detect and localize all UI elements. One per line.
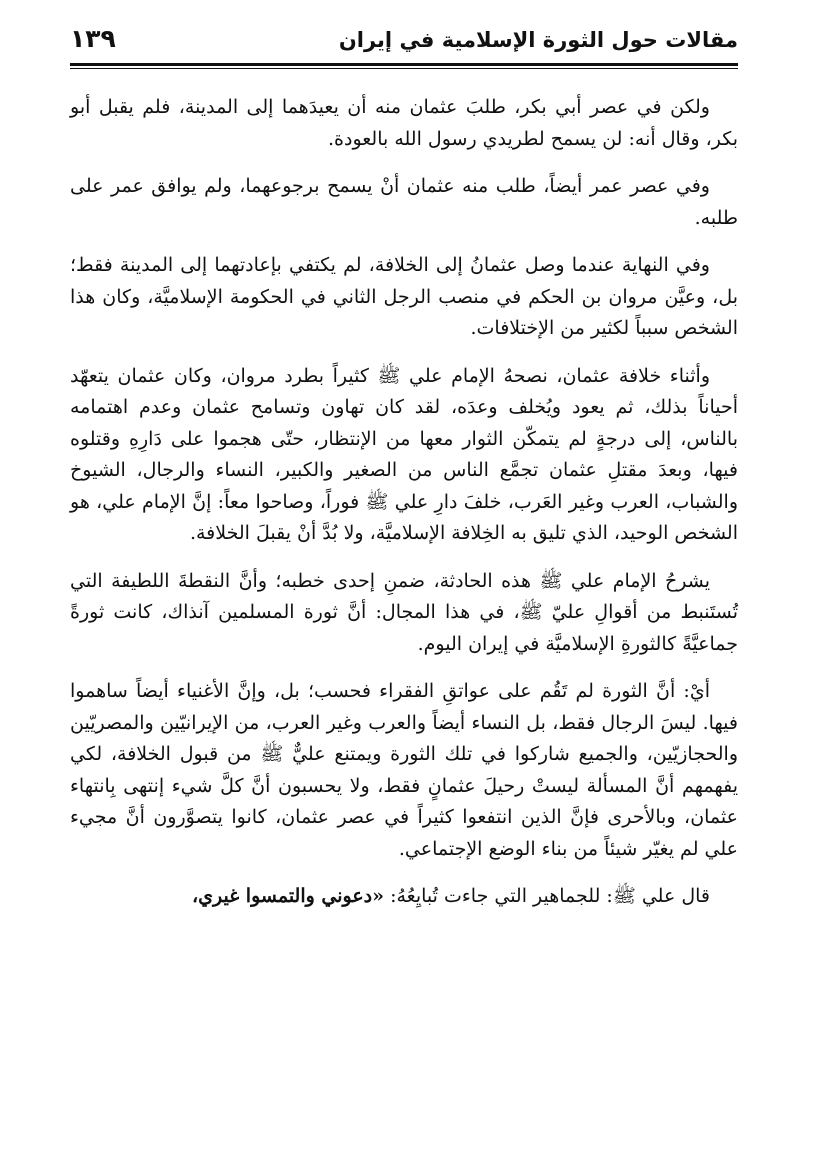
header-rule-thin: [70, 68, 738, 69]
quote-line: [70, 881, 738, 913]
paragraph: ولكن في عصر أبي بكر، طلبَ عثمان منه أن يعيدَهما إلى المدينة، فلم يقبل أبو بكر، وقال أنه: لن يسمح لطريدي رسول الله بالعودة.: [70, 96, 738, 150]
paragraph: أيْ: أنَّ الثورة لم تَقُم على عواتقِ الفقراء فحسب؛ بل، وإنَّ الأغنياء أيضاً ساهموا فيها. ليسَ الرجال فقط، بل النساء أيضاً والعرب وغير العرب، من الإيرانيّين والمصريّين والحجازيّين، والجميع شاركوا في تلك الثورة ويمتنع عليٌّ ﷺ من قبول الخلافة، لكي يفهمهم أنَّ المسألة ليستْ رحيلَ عثمانٍ فقط، ولا يحسبون أنَّ كلَّ شيء إنتهى بِانتهاء عثمان، وبالأحرى فإنَّ الذين انتفعوا كثيراً في عصر عثمان، كانوا يتصوَّرون أنَّ مجيء علي لم يغيّر شيئاً من بناء الوضع الإجتماعي.: [70, 680, 738, 860]
header-rule-thick: [70, 63, 738, 66]
paragraph: وأثناء خلافة عثمان، نصحهُ الإمام علي ﷺ كثيراً بطرد مروان، وكان عثمان يتعهّد أحياناً بذلك، ثم يعود ويُخلف وعدَه، لقد كان تهاون وتسامح عثمان وعدم اهتمامه بالناس، إلى درجةٍ لم يتمكّن الثوار معها من الإنتظار، حتّى هجموا على دَارِهِ وقتلوه فيها، وبعدَ مقتلِ عثمان تجمَّع الناس من الصغير والكبير، النساء والرجال، الشيوخ والشباب، العرب وغير العَرب، خلفَ دارِ علي ﷺ فوراً، وصاحوا معاً: إنَّ الإمام علي، هو الشخص الوحيد، الذي تليق به الخِلافة الإسلاميَّة، ولا بُدَّ أنْ يقبلَ الخلافة.: [70, 364, 738, 544]
paragraph: وفي عصر عمر أيضاً، طلب منه عثمان أنْ يسمح برجوعهما، ولم يوافق عمر على طلبه.: [70, 175, 738, 229]
quote-lead: قال علي ﷺ: للجماهير التي جاءت تُبايِعُهُ:: [384, 885, 710, 907]
page-number: ١٣٩: [70, 24, 116, 53]
body-text: [70, 92, 738, 913]
running-title: مقالات حول الثورة الإسلامية في إيران: [338, 28, 738, 52]
quote-text: «دعوني والتمسوا غيري،: [192, 885, 385, 907]
page-header: [70, 22, 738, 66]
paragraph: وفي النهاية عندما وصل عثمانُ إلى الخلافة، لم يكتفي بإعادتهما إلى المدينة فقط؛ بل، وعيَّن مروان بن الحكم في منصب الرجل الثاني في الحكومة الإسلاميَّة، وكان هذا الشخص سبباً لكثير من الإختلافات.: [70, 254, 738, 339]
paragraph: يشرحُ الإمام علي ﷺ هذه الحادثة، ضمنِ إحدى خطبه؛ وأنَّ النقطةَ اللطيفة التي تُستَنبط من أقوالِ عليّ ﷺ، في هذا المجال: أنَّ ثورة المسلمين آنذاك، كانت ثورةً جماعيَّةً كالثورةِ الإسلاميَّة في إيران اليوم.: [70, 569, 738, 655]
